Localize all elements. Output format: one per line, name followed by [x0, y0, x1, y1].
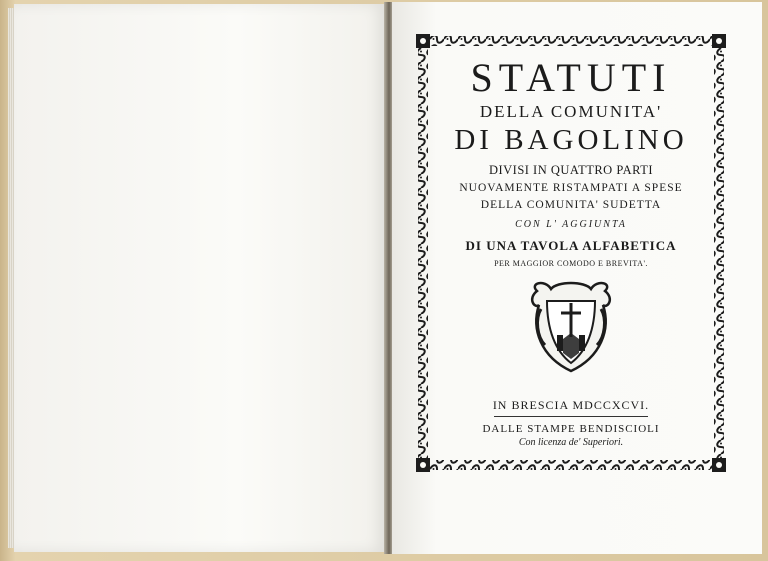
title-bagolino: DI BAGOLINO — [454, 124, 688, 156]
title-block — [426, 56, 716, 270]
left-blank-page — [14, 4, 386, 552]
subtitle-parts: DIVISI IN QUATTRO PARTI — [488, 163, 654, 177]
imprint-block — [426, 398, 716, 450]
imprint-place-year: IN BRESCIA MDCCXCVI. — [492, 398, 650, 412]
subtitle-brevity: PER MAGGIOR COMODO E BREVITA'. — [494, 259, 648, 268]
imprint-license: Con licenza de' Superiori. — [518, 437, 624, 448]
title-statuti: STATUTI — [470, 55, 672, 100]
coat-of-arms-emblem — [527, 279, 615, 375]
title-comunita: DELLA COMUNITA' — [479, 102, 663, 121]
imprint-printer: DALLE STAMPE BENDISCIOLI — [482, 423, 660, 435]
subtitle-community: DELLA COMUNITA' SUDETTA — [480, 199, 662, 211]
imprint-rule — [494, 416, 648, 417]
subtitle-addition: CON L' AGGIUNTA — [515, 219, 627, 230]
subtitle-reprinted: NUOVAMENTE RISTAMPATI A SPESE — [459, 182, 683, 194]
subtitle-index: DI UNA TAVOLA ALFABETICA — [465, 238, 677, 253]
page-edges — [8, 8, 14, 548]
